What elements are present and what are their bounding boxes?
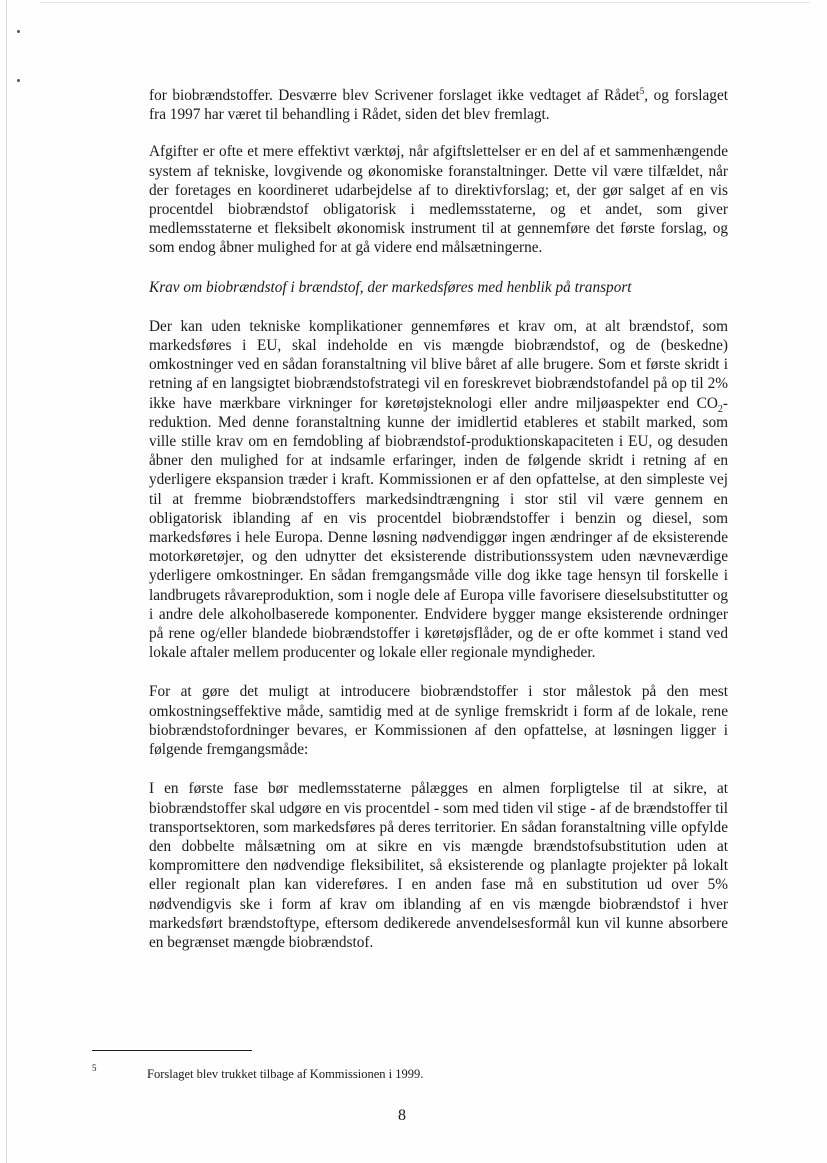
subscript: 2 bbox=[717, 403, 723, 415]
paragraph-1-text: for biobrændstoffer. Desværre blev Scrivener forslaget ikke vedtaget af Rådet bbox=[149, 87, 640, 104]
paragraph-5: I en første fase bør medlemsstaterne pålægges en almen forpligtelse til at sikre, at biobrændstoffer skal udgøre en vis procentdel - som med tiden vil stige - af de brændstoffer til transportsektoren, som markedsføres på deres territorier. En sådan foranstaltning ville opfylde den dobbelte målsætning om at sikre en vis mængde brændstofsubstitution uden at kompromittere den nødvendige fleksibilitet, så eksisterende og planlagte projekter på lokalt eller regionalt plan kan videreføres. I en anden fase må en substitution ud over 5% nødvendigvis ske i form af krav om iblanding af en vis mængde biobrændstof i hver markedsført brændstoftype, eftersom dedikerede anvendelsesformål kun vil kunne absorbere en begrænset mængde biobrændstof. bbox=[149, 780, 728, 951]
footnote-text: Forslaget blev trukket tilbage af Kommissionen i 1999. bbox=[147, 1067, 424, 1081]
paragraph-2: Afgifter er ofte et mere effektivt værktøj, når afgiftslettelser er en del af et sammenhængende system af tekniske, lovgivende og økonomiske foranstaltninger. Dette vil være tilfældet, når der foretages en koordineret udarbejdelse af to direktivforslag; et, der gør salget af en vis procentdel biobrændstof obligatorisk i medlemsstaterne, og et andet, som giver medlemsstaterne et fleksibelt økonomisk instrument til at gennemføre det første forslag, og som endog åbner mulighed for at gå videre end målsætningerne. bbox=[149, 143, 728, 257]
page-number: 8 bbox=[398, 1107, 406, 1124]
paragraph-4: For at gøre det muligt at introducere biobrændstoffer i stor målestok på den mest omkostningseffektive måde, samtidig med at de synlige fremskridt i form af de lokale, rene biobrændstofordninger bevares, er Kommissionen af den opfattelse, at løsningen ligger i følgende fremgangsmåde: bbox=[149, 683, 728, 759]
paragraph-1 bbox=[149, 86, 728, 124]
footnote-reference: 5 bbox=[639, 85, 645, 96]
punch-hole-mark bbox=[17, 30, 20, 33]
scan-top-line bbox=[40, 2, 810, 3]
body-text bbox=[149, 86, 728, 972]
paragraph-1-text-cont: , og forslaget fra 1997 har været til behandling i Rådet, siden det blev fremlagt. bbox=[149, 87, 728, 124]
paragraph-3-text: Der kan uden tekniske komplikationer gennemføres et krav om, at alt brændstof, som markedsføres i EU, skal indeholde en vis mængde biobrændstof, og de (beskedne) omkostninger ved en sådan foranstaltning vil blive båret af alle brugere. Som et første skridt i retning af en langsigtet biobrændstofstrategi vil en foreskrevet biobrændstofandel på op til 2% ikke have mærkbare virkninger for køretøjsteknologi eller andre miljøaspekter end CO bbox=[149, 317, 728, 412]
paragraph-3 bbox=[149, 317, 728, 663]
section-heading: Krav om biobrændstof i brændstof, der markedsføres med henblik på transport bbox=[149, 278, 632, 296]
footnote-separator bbox=[92, 1050, 252, 1051]
punch-hole-mark bbox=[17, 79, 20, 82]
scan-edge-line bbox=[6, 0, 7, 1163]
paragraph-3-text-cont: -reduktion. Med denne foranstaltning kunne der imidlertid etableres et stabilt marked, som ville stille krav om en femdobling af biobrændstof-produktionskapaciteten i EU, og desuden åbner den mulighed for at indsamle erfaringer, inden de følgende skridt i retning af en yderligere ekspansion træder i kraft. Kommissionen er af den opfattelse, at den simpleste vej til at fremme biobrændstoffers markedsindtrængning i stor stil vil være gennem en obligatorisk iblanding af en vis procentdel biobrændstoffer i benzin og diesel, som markedsføres i hele Europa. Denne løsning nødvendiggør ingen ændringer af de eksisterende motorkøretøjer, og den udnytter det eksisterende distributionssystem uden nævneværdige yderligere omkostninger. En sådan fremgangsmåde ville dog ikke tage hensyn til forskelle i landbrugets råvareproduktion, som i nogle dele af Europa ville favorisere dieselsubstitutter og i andre dele alkoholbaserede komponenter. Endvidere bygger mange eksisterende ordninger på rene og/eller blandede biobrændstoffer i køretøjsflåder, og de er ofte kommet i stand ved lokale aftaler mellem producenter og lokale eller regionale myndigheder. bbox=[149, 394, 728, 662]
footnote-mark: 5 bbox=[92, 1063, 97, 1073]
